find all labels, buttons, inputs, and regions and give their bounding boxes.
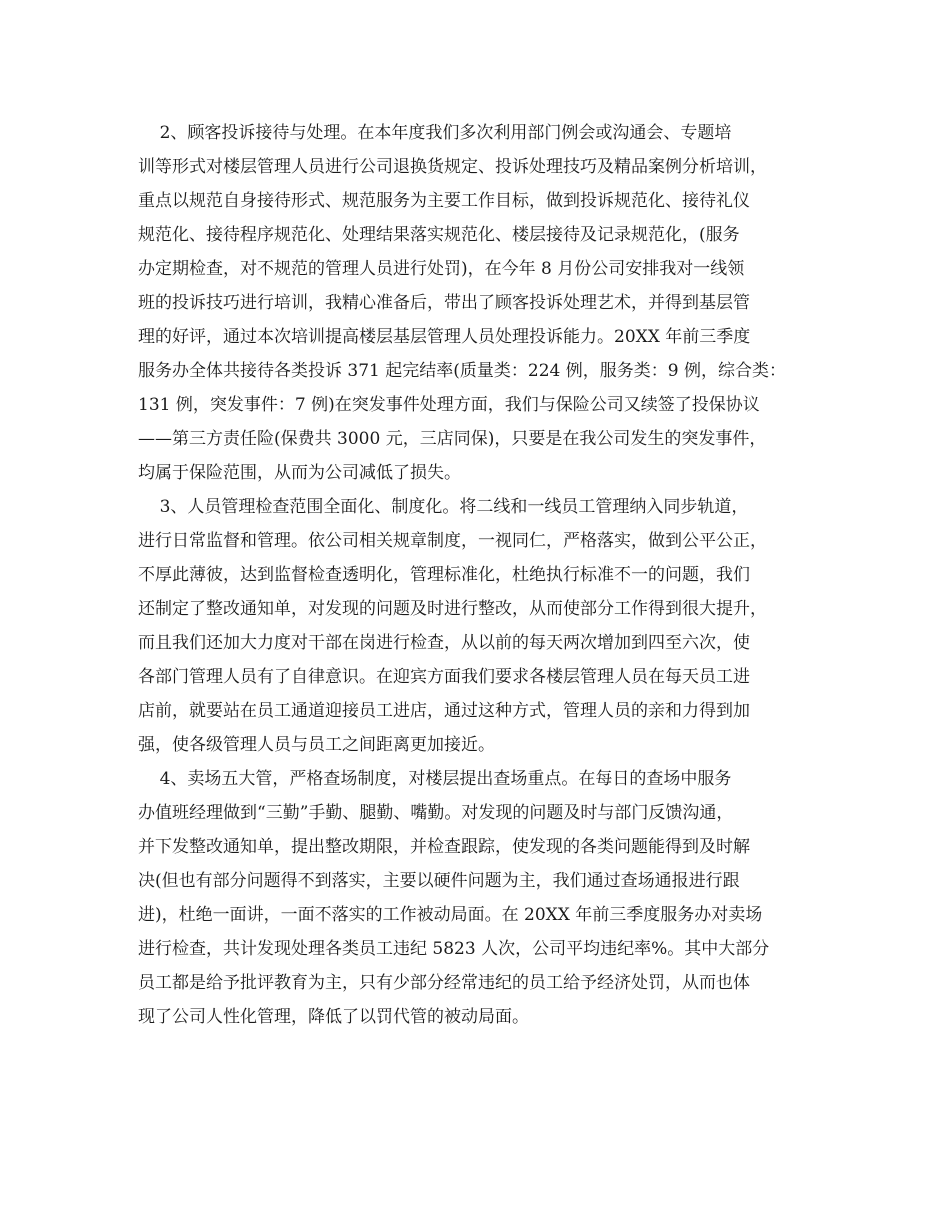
text-line: 现了公司人性化管理，降低了以罚代管的被动局面。	[138, 1007, 529, 1027]
text-line: 班的投诉技巧进行培训，我精心准备后，带出了顾客投诉处理艺术，并得到基层管	[138, 293, 750, 313]
text-line: 重点以规范自身接待形式、规范服务为主要工作目标，做到投诉规范化、接待礼仪	[138, 191, 750, 211]
document-body	[138, 116, 814, 1034]
text-line: 员工都是给予批评教育为主，只有少部分经常违纪的员工给予经济处罚，从而也体	[138, 973, 750, 993]
text-line: 训等形式对楼层管理人员进行公司退换货规定、投诉处理技巧及精品案例分析培训，	[138, 157, 767, 177]
text-line: 3、人员管理检查范围全面化、制度化。将二线和一线员工管理纳入同步轨道，	[138, 497, 749, 517]
text-line: 不厚此薄彼，达到监督检查透明化，管理标准化，杜绝执行标准不一的问题，我们	[138, 565, 750, 585]
text-line: 并下发整改通知单，提出整改期限，并检查跟踪，使发现的各类问题能得到及时解	[138, 837, 750, 857]
text-line: 进行检查，共计发现处理各类员工违纪 5823 人次，公司平均违纪率%。其中大部分	[138, 939, 770, 959]
text-line: 店前，就要站在员工通道迎接员工进店，通过这种方式，管理人员的亲和力得到加	[138, 701, 750, 721]
text-line: ——第三方责任险(保费共 3000 元，三店同保)，只要是在我公司发生的突发事件，	[138, 429, 767, 449]
text-line: 进行日常监督和管理。依公司相关规章制度，一视同仁，严格落实，做到公平公正，	[138, 531, 767, 551]
text-line: 规范化、接待程序规范化、处理结果落实规范化、楼层接待及记录规范化，(服务	[138, 225, 740, 245]
text-line: 各部门管理人员有了自律意识。在迎宾方面我们要求各楼层管理人员在每天员工进	[138, 667, 750, 687]
text-line: 131 例，突发事件：7 例)在突发事件处理方面，我们与保险公司又续签了投保协议	[138, 395, 760, 415]
text-line: 服务办全体共接待各类投诉 371 起完结率(质量类：224 例，服务类：9 例，综合类：	[138, 361, 786, 381]
text-line: 办值班经理做到“三勤”手勤、腿勤、嘴勤。对发现的问题及时与部门反馈沟通，	[138, 803, 734, 823]
text-line: 还制定了整改通知单，对发现的问题及时进行整改，从而使部分工作得到很大提升，	[138, 599, 767, 619]
text-line: 决(但也有部分问题得不到落实，主要以硬件问题为主，我们通过查场通报进行跟	[138, 871, 740, 891]
text-line: 2、顾客投诉接待与处理。在本年度我们多次利用部门例会或沟通会、专题培	[138, 123, 732, 143]
text-line: 办定期检查，对不规范的管理人员进行处罚)，在今年 8 月份公司安排我对一线领	[138, 259, 745, 279]
text-line: 强，使各级管理人员与员工之间距离更加接近。	[138, 735, 495, 755]
text-line: 均属于保险范围，从而为公司减低了损失。	[138, 463, 461, 483]
text-line: 进)，杜绝一面讲，一面不落实的工作被动局面。在 20XX 年前三季度服务办对卖场	[138, 905, 763, 925]
text-line: 4、卖场五大管，严格查场制度，对楼层提出查场重点。在每日的查场中服务	[138, 769, 732, 789]
text-line: 而且我们还加大力度对干部在岗进行检查，从以前的每天两次增加到四至六次，使	[138, 633, 750, 653]
text-line: 理的好评，通过本次培训提高楼层基层管理人员处理投诉能力。20XX 年前三季度	[138, 327, 751, 347]
